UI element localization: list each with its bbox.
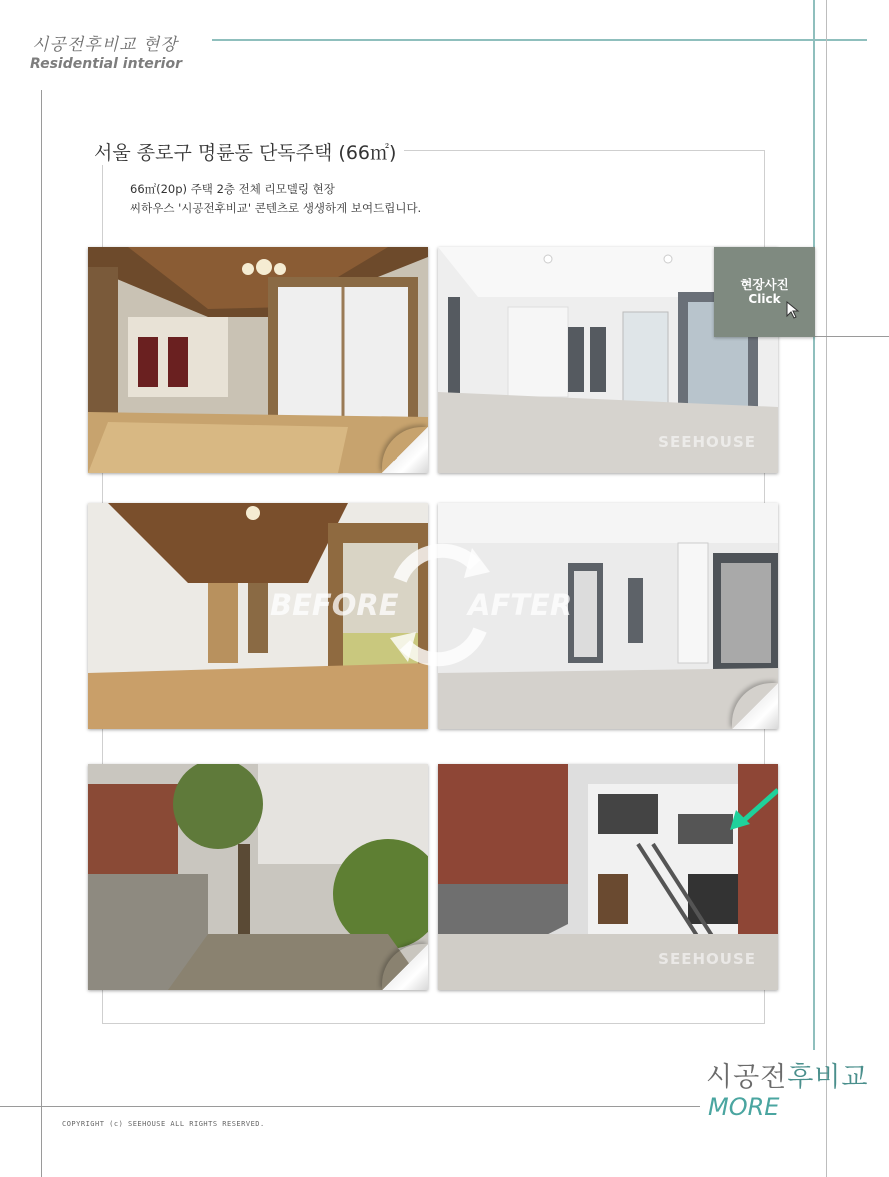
photo-before-exterior-image [88, 764, 428, 990]
description-line-1: 66㎡(20p) 주택 2층 전체 리모델링 현장 [130, 182, 335, 196]
project-title: 서울 종로구 명륜동 단독주택 (66㎡) [92, 138, 404, 165]
site-photos-button[interactable] [714, 247, 815, 337]
header-title-ko: 시공전후비교 현장 [32, 35, 178, 55]
more-compare-text-part2: 후비교 [787, 1062, 869, 1093]
before-label: BEFORE [270, 588, 399, 622]
before-after-overlay [270, 540, 620, 670]
cursor-pointer-icon [786, 301, 800, 319]
left-vertical-line [41, 90, 42, 1177]
after-label: AFTER [468, 588, 573, 622]
copyright-text: COPYRIGHT (c) SEEHOUSE ALL RIGHTS RESERVED. [62, 1120, 265, 1128]
watermark-text: SEEHOUSE [658, 433, 756, 451]
photo-after-exterior[interactable] [438, 764, 778, 990]
right-outer-line [826, 0, 827, 1177]
pointer-arrow-icon [728, 786, 778, 832]
header-divider-line [212, 39, 867, 41]
site-photos-click-label: Click [748, 292, 781, 306]
more-link[interactable]: MORE [708, 1093, 780, 1121]
description-line-2: 씨하우스 '시공전후비교' 콘텐츠로 생생하게 보여드립니다. [130, 201, 422, 215]
photo-before-exterior[interactable] [88, 764, 428, 990]
project-description [130, 180, 421, 218]
header-title-en: Residential interior [30, 56, 182, 72]
photo-before-living-room[interactable] [88, 247, 428, 473]
photo-before-living-room-image [88, 247, 428, 473]
right-vertical-line [813, 0, 815, 1050]
site-photos-label: 현장사진 [740, 277, 789, 292]
more-compare-link[interactable] [706, 1055, 869, 1094]
footer-line [0, 1106, 700, 1107]
more-compare-text-part1: 시공전 [706, 1062, 788, 1093]
watermark-text: SEEHOUSE [658, 950, 756, 968]
